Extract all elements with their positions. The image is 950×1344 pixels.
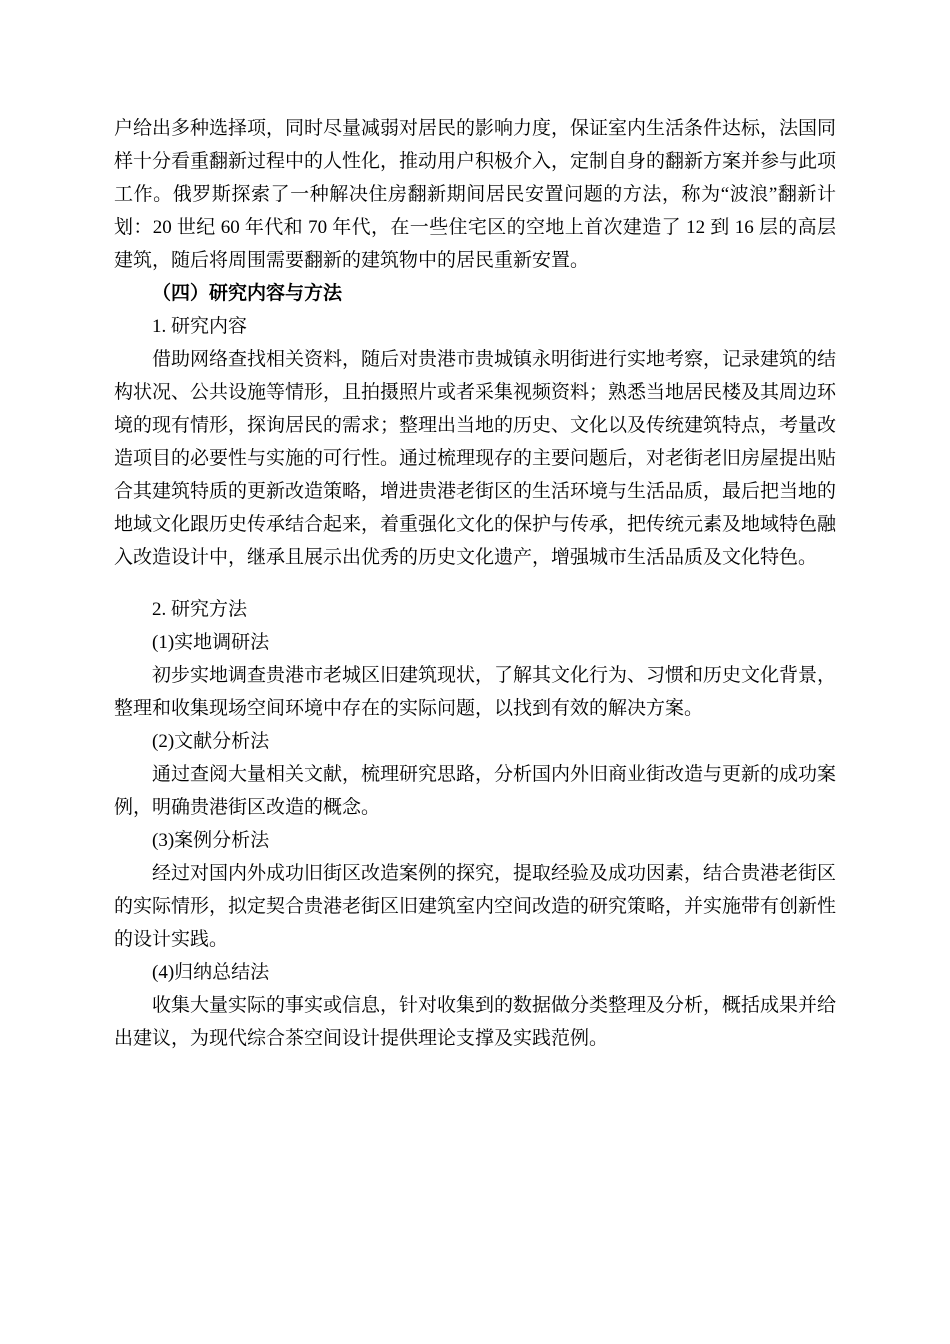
section-heading: （四）研究内容与方法 <box>152 283 343 304</box>
subsection-heading-research-methods: 2. 研究方法 <box>152 599 248 620</box>
body-paragraph: 收集大量实际的事实或信息，针对收集到的数据做分类整理及分析，概括成果并给出建议，为现代综合茶空间设计提供理论支撑及实践范例。 <box>114 995 837 1049</box>
method-heading-summary: (4)归纳总结法 <box>152 962 270 983</box>
body-paragraph: 通过查阅大量相关文献，梳理研究思路，分析国内外旧商业街改造与更新的成功案例，明确贵港街区改造的概念。 <box>114 764 837 818</box>
body-paragraph: 借助网络查找相关资料，随后对贵港市贵城镇永明街进行实地考察，记录建筑的结构状况、公共设施等情形，且拍摄照片或者采集视频资料；熟悉当地居民楼及其周边环境的现有情形，探询居民的需求；整理出当地的历史、文化以及传统建筑特点，考量改造项目的必要性与实施的可行性。通过梳理现存的主要问题后，对老街老旧房屋提出贴合其建筑特质的更新改造策略，增进贵港老街区的生活环境与生活品质，最后把当地的地域文化跟历史传承结合起来，着重强化文化的保护与传承，把传统元素及地域特色融入改造设计中，继承且展示出优秀的历史文化遗产，增强城市生活品质及文化特色。 <box>114 349 837 568</box>
subsection-heading-research-content: 1. 研究内容 <box>152 316 248 337</box>
method-heading-literature-analysis: (2)文献分析法 <box>152 731 270 752</box>
body-paragraph: 经过对国内外成功旧街区改造案例的探究，提取经验及成功因素，结合贵港老街区的实际情形，拟定契合贵港老街区旧建筑室内空间改造的研究策略，并实施带有创新性的设计实践。 <box>114 863 837 950</box>
body-paragraph: 初步实地调查贵港市老城区旧建筑现状，了解其文化行为、习惯和历史文化背景，整理和收集现场空间环境中存在的实际问题，以找到有效的解决方案。 <box>114 665 837 719</box>
method-heading-case-analysis: (3)案例分析法 <box>152 830 270 851</box>
method-heading-field-research: (1)实地调研法 <box>152 632 270 653</box>
body-paragraph-continuation: 户给出多种选择项，同时尽量减弱对居民的影响力度，保证室内生活条件达标，法国同样十分看重翻新过程中的人性化，推动用户积极介入，定制自身的翻新方案并参与此项工作。俄罗斯探索了一种解决住房翻新期间居民安置问题的方法，称为“波浪”翻新计划：20 世纪 60 年代和 70 年代，在一些住宅区的空地上首次建造了 12 到 16 层的高层建筑，随后将周围需要翻新的建筑物中的居民重新安置。 <box>114 118 837 271</box>
